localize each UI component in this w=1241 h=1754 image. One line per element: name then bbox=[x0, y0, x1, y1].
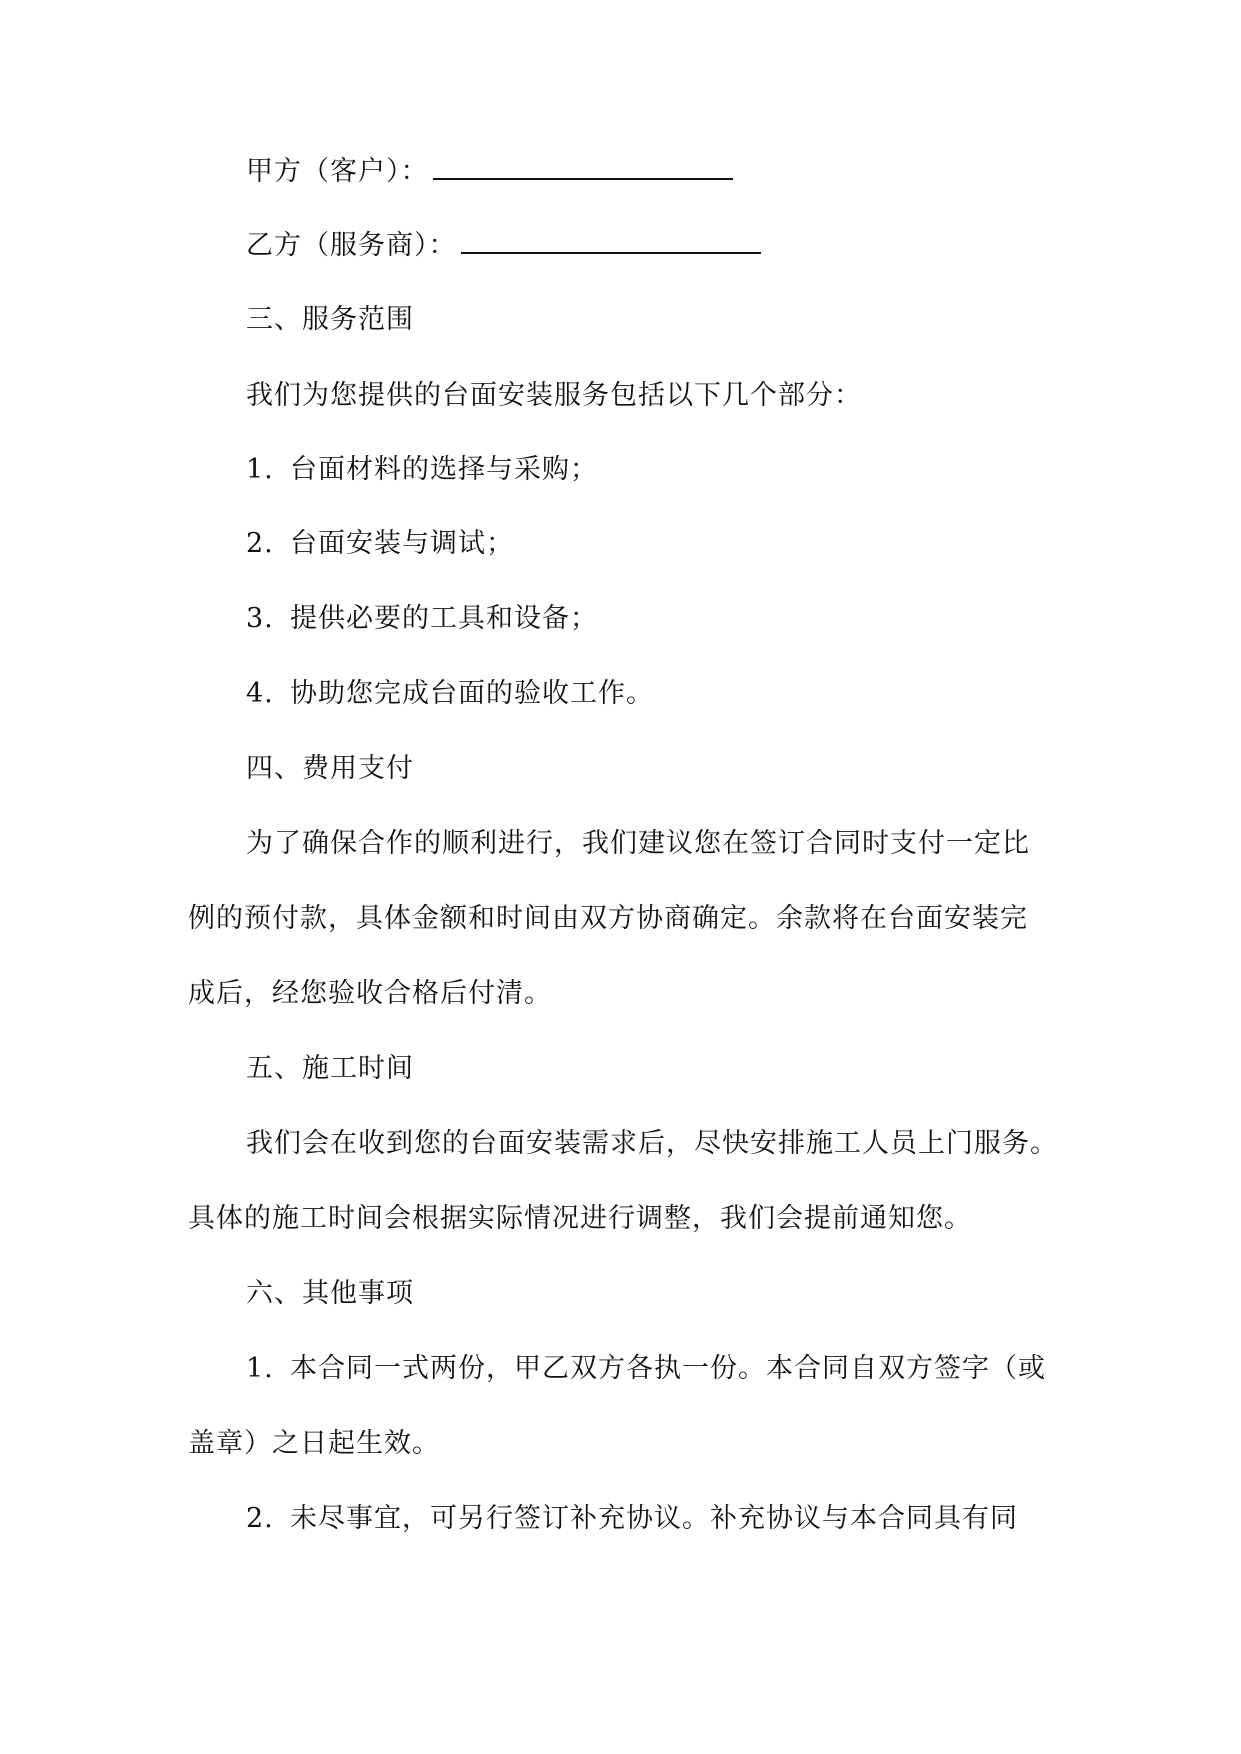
list-item-number: 2. bbox=[246, 528, 274, 559]
section-5-paragraph-line: 具体的施工时间会根据实际情况进行调整，我们会提前通知您。 bbox=[188, 1203, 972, 1234]
list-item-text: 协助您完成台面的验收工作。 bbox=[290, 678, 654, 709]
party-b-blank bbox=[461, 230, 761, 254]
list-item-text: 本合同一式两份，甲乙双方各执一份。本合同自双方签字（或 bbox=[290, 1353, 1046, 1384]
list-item bbox=[0, 1497, 1241, 1541]
section-5-paragraph-line: 我们会在收到您的台面安装需求后，尽快安排施工人员上门服务。 bbox=[246, 1128, 1058, 1159]
party-b-label: 乙方（服务商）： bbox=[246, 230, 457, 261]
list-item-number: 1. bbox=[246, 1353, 274, 1384]
list-item-text: 提供必要的工具和设备； bbox=[290, 603, 598, 634]
section-5-heading: 五、施工时间 bbox=[246, 1053, 414, 1084]
party-a-blank bbox=[433, 156, 733, 180]
list-item-continuation: 盖章）之日起生效。 bbox=[188, 1428, 440, 1459]
party-a-line bbox=[0, 150, 1241, 194]
section-4-heading: 四、费用支付 bbox=[246, 753, 414, 784]
section-4-paragraph-line: 例的预付款，具体金额和时间由双方协商确定。余款将在台面安装完 bbox=[188, 903, 1028, 934]
list-item bbox=[0, 522, 1241, 566]
list-item bbox=[0, 672, 1241, 716]
list-item bbox=[0, 597, 1241, 641]
section-3-intro: 我们为您提供的台面安装服务包括以下几个部分： bbox=[246, 380, 862, 411]
section-6-heading: 六、其他事项 bbox=[246, 1278, 414, 1309]
party-b-line bbox=[0, 224, 1241, 268]
section-3-heading: 三、服务范围 bbox=[246, 304, 414, 335]
list-item bbox=[0, 448, 1241, 492]
list-item-number: 2. bbox=[246, 1503, 274, 1534]
list-item-number: 4. bbox=[246, 678, 274, 709]
list-item-text: 未尽事宜，可另行签订补充协议。补充协议与本合同具有同 bbox=[290, 1503, 1018, 1534]
list-item-text: 台面材料的选择与采购； bbox=[290, 454, 598, 485]
list-item-text: 台面安装与调试； bbox=[290, 528, 514, 559]
section-4-paragraph-line: 成后，经您验收合格后付清。 bbox=[188, 978, 552, 1009]
party-a-label: 甲方（客户）： bbox=[246, 156, 429, 187]
list-item bbox=[0, 1347, 1241, 1391]
section-4-paragraph-line: 为了确保合作的顺利进行，我们建议您在签订合同时支付一定比 bbox=[246, 828, 1030, 859]
list-item-number: 3. bbox=[246, 603, 274, 634]
list-item-number: 1. bbox=[246, 454, 274, 485]
